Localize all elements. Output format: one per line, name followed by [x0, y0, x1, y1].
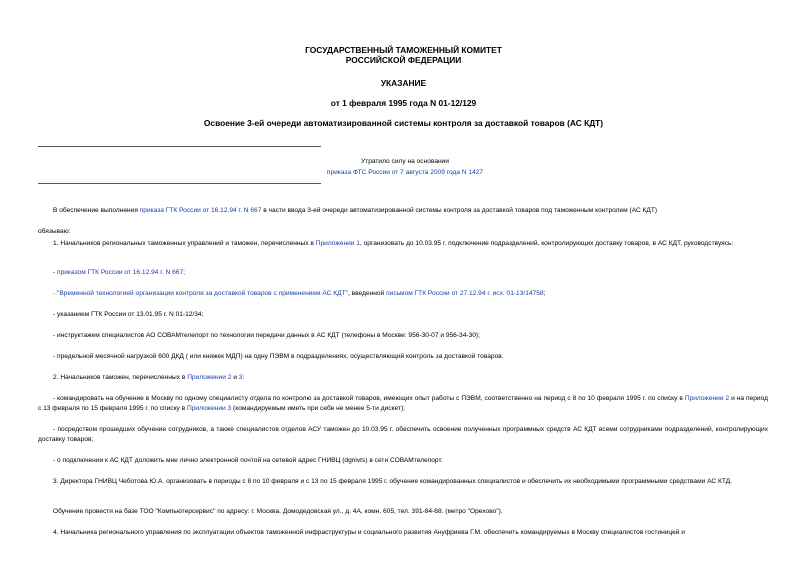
status-text: Утратило силу на основании — [361, 158, 449, 165]
paragraph-1 — [38, 239, 768, 249]
text: и на период с 13 февраля по 15 февраля 1995 г. по списку в — [38, 395, 768, 412]
link-order-667[interactable]: приказа ГТК России от 16.12.94 г. N 667 — [139, 207, 262, 214]
header-country: РОССИЙСКОЙ ФЕДЕРАЦИИ — [345, 55, 462, 65]
text: , организовать до 10.03.95 г. подключение подразделений, контролирующих доставку товаров, в АС КДТ, руководствуясь: — [359, 240, 734, 247]
paragraph-2 — [38, 373, 768, 383]
divider-bottom — [38, 183, 321, 184]
link-appendix-2[interactable]: Приложении 2 — [187, 374, 232, 381]
link-appendix-3b[interactable]: Приложении 3 — [187, 405, 232, 412]
text: и — [231, 374, 239, 381]
paragraph-item-training — [38, 394, 768, 414]
header-agency: ГОСУДАРСТВЕННЫЙ ТАМОЖЕННЫЙ КОМИТЕТ — [305, 45, 502, 55]
link-technology[interactable]: "Временной технологией организации контроля за доставкой товаров с применением АС КДТ" — [57, 290, 348, 297]
paragraph-intro — [38, 206, 768, 216]
link-order-667-2[interactable]: приказом ГТК России от 16.12.94 г. N 667 — [57, 269, 184, 276]
doc-title: Освоение 3-ей очереди автоматизированной системы контроля за доставкой товаров (АС КДТ) — [203, 118, 604, 128]
paragraph-item-mastery: - посредством прошедших обучение сотрудников, а также специалистов отделов АСУ таможен до 10.03.95 г. обеспечить освоение полученных программных средств АС КДТ всеми сотрудниками подразделений, контролирующих доставку товаров; — [38, 426, 768, 443]
paragraph-training-venue: Обучение провести на базе ТОО "Компьютерсервис" по адресу: г. Москва, Домодедовская ул., д. 4А, комн. 605, тел. 391-84-68. (метро "Орехово"). — [53, 508, 503, 515]
paragraph-item-briefing: - инструктажем специалистов АО СОВАМтелепорт по технологии передачи данных в АС КДТ (телефоны в Москве: 956-30-07 и 956-34-30); — [53, 332, 480, 339]
link-appendix-1[interactable]: Приложении 1 — [315, 240, 360, 247]
text: ; — [543, 290, 546, 297]
divider-top — [38, 146, 321, 147]
text: - командировать на обучение в Москву по одному специалисту отдела по контролю за доставкой товаров, имеющих опыт работы с ПЭВМ, соответственно на период с 8 по 10 февраля 1995 г. по списку в — [53, 395, 685, 402]
text: 1. Начальников региональных таможенных управлений и таможен, перечисленных в — [53, 240, 316, 247]
text: 2. Начальников таможен, перечисленных в — [53, 374, 188, 381]
link-letter[interactable]: письмом ГТК России от 27.12.94 г. исх. 01-13/14758 — [386, 290, 544, 297]
paragraph-item-load: - предельной месячной нагрузкой 600 ДКД ( или книжек МДП) на одну ПЭВМ в подразделениях, осуществляющий контроль за доставкой товаров. — [53, 353, 504, 360]
text: : — [242, 374, 245, 381]
text: в части ввода 3-ей очереди автоматизированной системы контроля за доставкой товаров под таможенным контролем (АС КДТ) — [261, 207, 658, 214]
text: - — [53, 269, 58, 276]
doc-date: от 1 февраля 1995 года N 01-12/129 — [330, 98, 477, 108]
paragraph-4: 4. Начальника регионального управления по эксплуатации объектов таможенной инфраструктуры и социального развития Ануфриева Г.М. обеспечить командируемых в Москву специалистов гостиницей и — [53, 529, 685, 536]
paragraph-obligate: обязываю: — [38, 228, 71, 235]
text: , введенной — [347, 290, 387, 297]
text: В обеспечение выполнения — [53, 207, 140, 214]
status-link[interactable]: приказа ФТС России от 7 августа 2009 года N 1427 — [326, 169, 484, 176]
paragraph-3: 3. Директора ГНИВЦ Чеботова Ю.А. организовать в периоды с 8 по 10 февраля и с 13 по 15 февраля 1995 г. обучение командированных специалистов и обеспечить их необходимыми программными средствами АС КТД. — [53, 478, 732, 485]
link-appendix-2b[interactable]: Приложении 2 — [684, 395, 730, 402]
link-appendix-3[interactable]: 3 — [238, 374, 243, 381]
paragraph-item-instruction: - указанием ГТК России от 13.01.95 г. N 01-12/34; — [53, 311, 204, 318]
paragraph-item-technology — [38, 289, 768, 299]
doc-type: УКАЗАНИЕ — [380, 78, 427, 88]
text: (командируемым иметь при себе не менее 5-ти дискет); — [231, 405, 405, 412]
paragraph-item-order — [38, 268, 768, 278]
text: ; — [183, 269, 185, 276]
paragraph-item-report: - о подключении к АС КДТ доложить мне лично электронной почтой на сетевой адрес ГНИВЦ (dgnivts) в сети СОВАМтелепорт. — [53, 457, 443, 464]
text: - — [53, 290, 58, 297]
